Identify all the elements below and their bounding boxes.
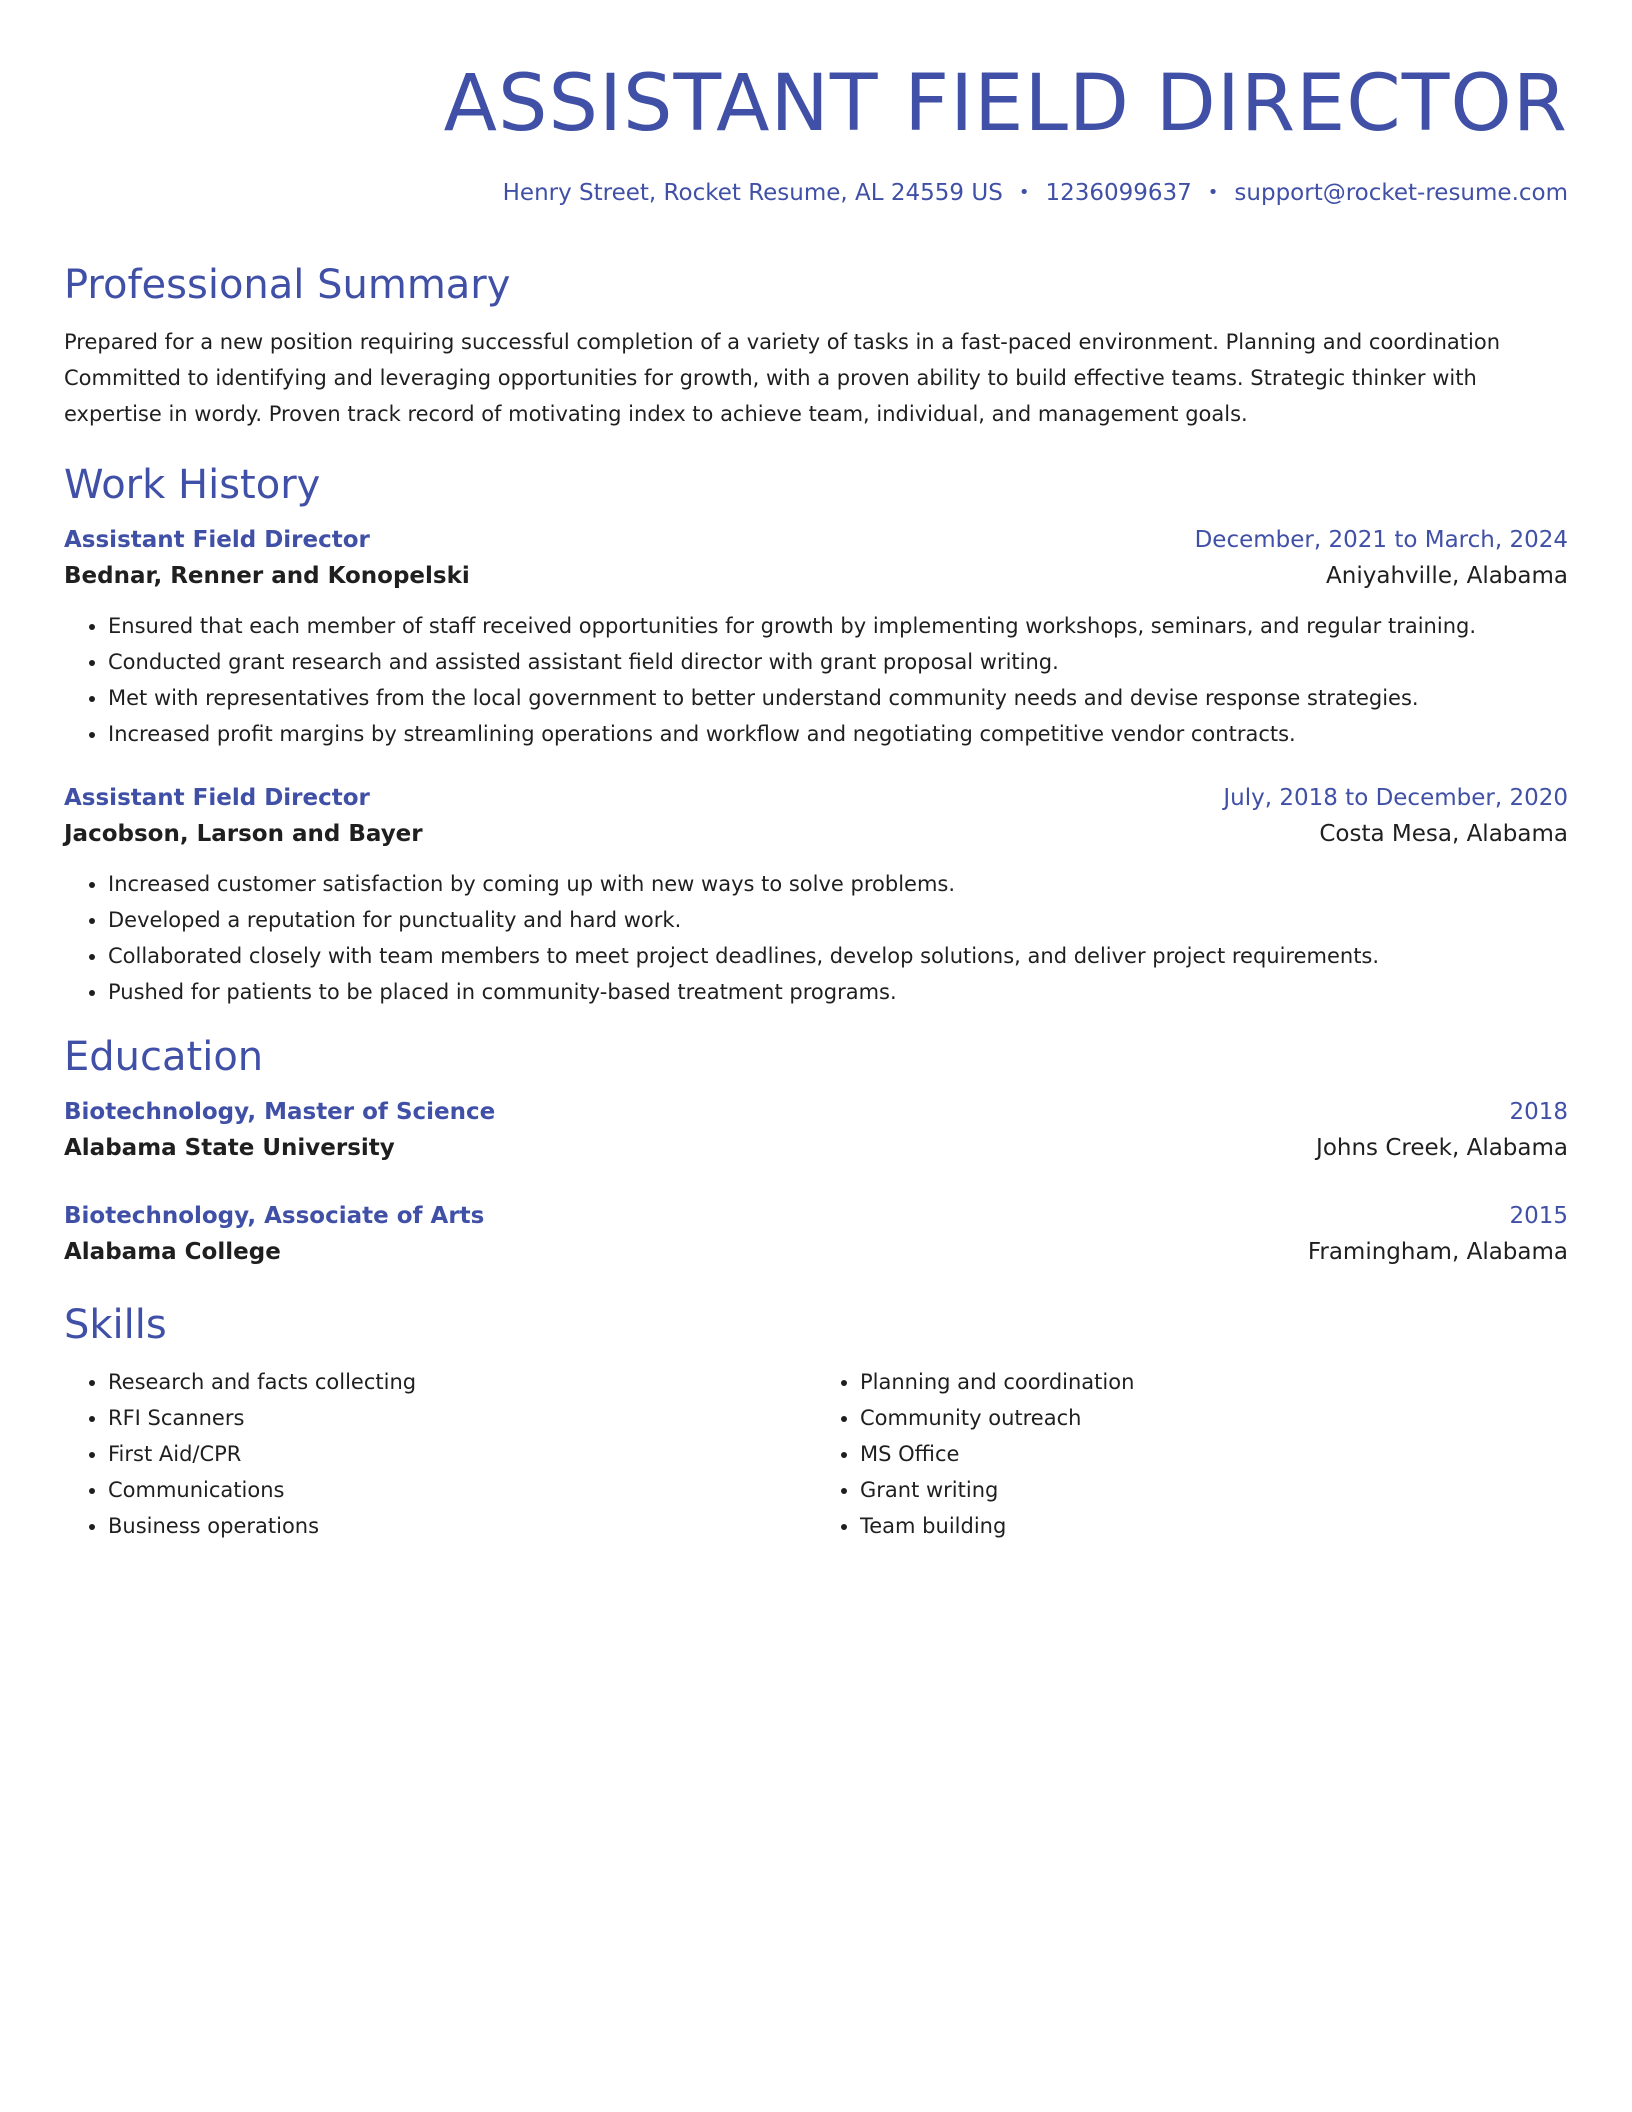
job-bullet: • Conducted grant research and assisted assistant field director with grant proposal writing. [108,644,1568,680]
education-degree: Biotechnology, Associate of Arts [64,1203,485,1229]
contact-separator: • [1018,182,1030,203]
job-location: Aniyahville, Alabama [1326,563,1568,589]
summary-text: Prepared for a new position requiring successful completion of a variety of tasks in a fast-paced environment. Planning and coordination Committed to identifying and leveraging opportunities for growth, with a proven ability to build effective teams. Strategic thinker with expertise in wordy. Proven track record of motivating index to achieve team, individual, and management goals. [64,330,1501,426]
skill-item: • Business operations [108,1508,816,1544]
job-entry [64,780,1568,1010]
education-year: 2018 [1509,1099,1568,1125]
job-bullet-list [64,866,1568,1010]
education-entry [64,1198,1568,1270]
skill-item: • Planning and coordination [860,1364,1568,1400]
job-bullet: • Increased customer satisfaction by coming up with new ways to solve problems. [108,866,1568,902]
contact-phone: 1236099637 [1045,180,1192,206]
education-section-title: Education [64,1034,264,1080]
skill-item: • Community outreach [860,1400,1568,1436]
contact-line [64,178,1568,210]
job-title-row [64,780,1568,816]
education-school: Alabama College [64,1239,281,1265]
job-bullet: • Pushed for patients to be placed in community-based treatment programs. [108,974,1568,1010]
education-degree-row [64,1094,1568,1130]
skills-list [816,1364,1568,1544]
education-school-row [64,1130,1568,1166]
skills-section-title: Skills [64,1302,167,1348]
job-title-heading: ASSISTANT FIELD DIRECTOR [443,59,1568,149]
skill-item: • MS Office [860,1436,1568,1472]
resume-header [64,56,1568,210]
job-company: Bednar, Renner and Konopelski [64,563,470,589]
education-degree-row [64,1198,1568,1234]
job-bullet-list [64,608,1568,752]
job-title: Assistant Field Director [64,527,370,553]
job-company: Jacobson, Larson and Bayer [64,821,423,847]
skill-item: • Research and facts collecting [108,1364,816,1400]
job-bullet: • Ensured that each member of staff received opportunities for growth by implementing workshops, seminars, and regular training. [108,608,1568,644]
contact-email: support@rocket-resume.com [1234,180,1568,206]
job-title-row [64,522,1568,558]
skill-item: • Grant writing [860,1472,1568,1508]
job-bullet: • Increased profit margins by streamlining operations and workflow and negotiating competitive vendor contracts. [108,716,1568,752]
skills-column-left [64,1364,816,1544]
education-entry [64,1094,1568,1166]
skill-item: • RFI Scanners [108,1400,816,1436]
job-company-row [64,816,1568,852]
skills-column-right [816,1364,1568,1544]
job-bullet: • Developed a reputation for punctuality and hard work. [108,902,1568,938]
job-title: Assistant Field Director [64,785,370,811]
job-bullet: • Met with representatives from the local government to better understand community needs and devise response strategies. [108,680,1568,716]
skills-list [64,1364,816,1544]
contact-separator: • [1207,182,1219,203]
job-company-row [64,558,1568,594]
job-entry [64,522,1568,752]
education-year: 2015 [1509,1203,1568,1229]
skill-item: • First Aid/CPR [108,1436,816,1472]
skill-item: • Communications [108,1472,816,1508]
job-dates: July, 2018 to December, 2020 [1223,785,1568,811]
work-history-section-title: Work History [64,462,321,508]
education-location: Framingham, Alabama [1307,1239,1568,1265]
contact-address: Henry Street, Rocket Resume, AL 24559 US [502,180,1003,206]
education-school-row [64,1234,1568,1270]
job-location: Costa Mesa, Alabama [1319,821,1568,847]
education-location: Johns Creek, Alabama [1316,1135,1568,1161]
summary-section-title: Professional Summary [64,262,511,308]
job-dates: December, 2021 to March, 2024 [1194,527,1568,553]
education-school: Alabama State University [64,1135,395,1161]
skills-grid [64,1364,1568,1544]
skill-item: • Team building [860,1508,1568,1544]
education-degree: Biotechnology, Master of Science [64,1099,496,1125]
job-bullet: • Collaborated closely with team members to meet project deadlines, develop solutions, and deliver project requirements. [108,938,1568,974]
